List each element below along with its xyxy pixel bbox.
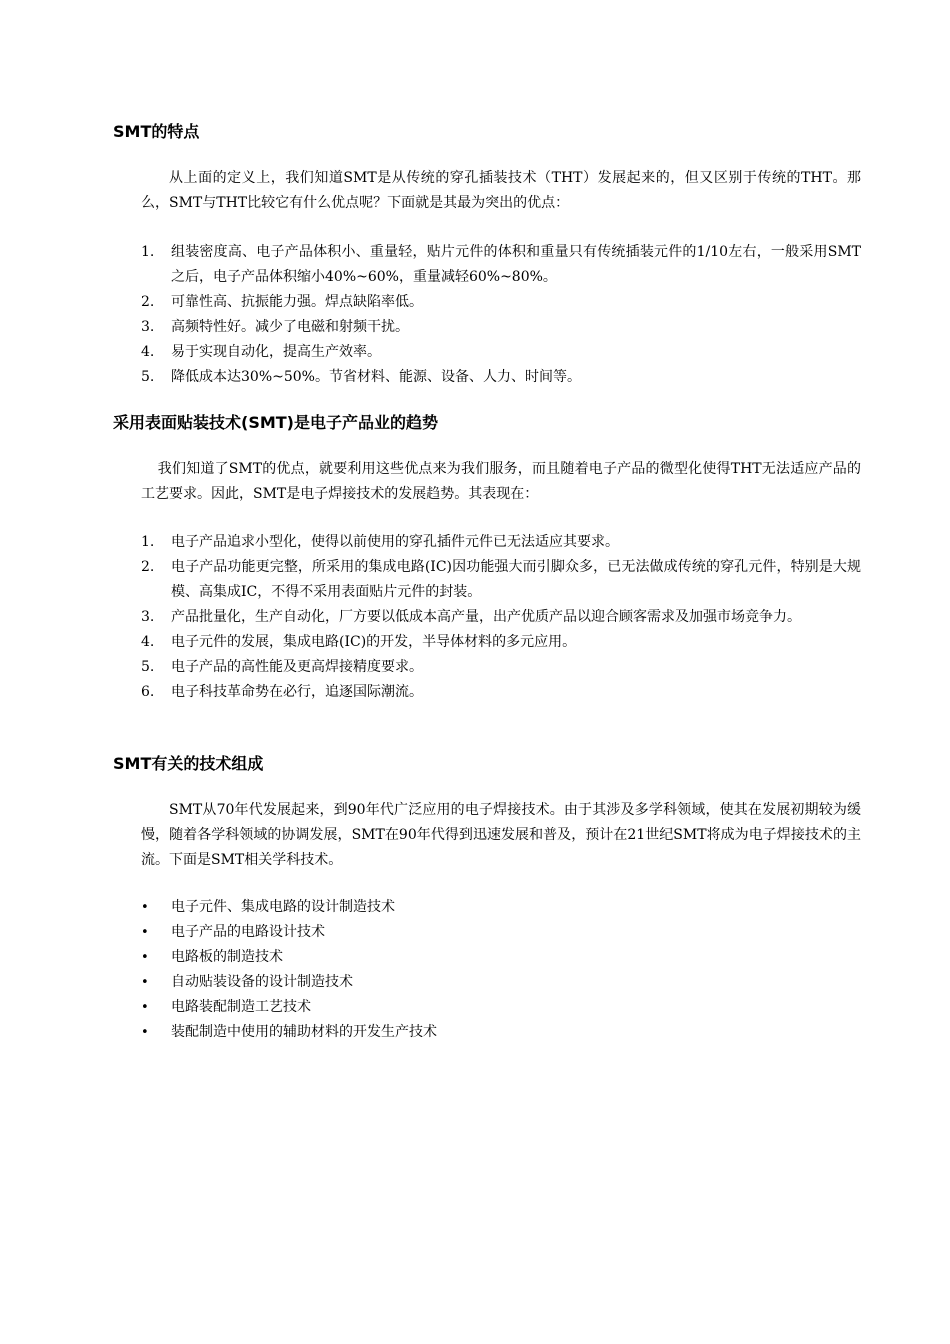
list-marker: 4.	[141, 634, 155, 650]
list-item-text: 电子产品追求小型化，使得以前使用的穿孔插件元件已无法适应其要求。	[171, 534, 619, 550]
list-item	[141, 315, 861, 340]
list-marker: 1.	[141, 534, 155, 550]
list-item	[141, 995, 861, 1020]
list-marker: 3.	[141, 609, 155, 625]
bullet-icon: •	[141, 1025, 149, 1040]
list-marker: 2.	[141, 559, 155, 575]
list-item	[141, 970, 861, 995]
list-item-text: 电子元件的发展，集成电路(IC)的开发，半导体材料的多元应用。	[171, 634, 577, 650]
list-item	[141, 920, 861, 945]
list-item	[141, 555, 861, 605]
list-item	[141, 365, 861, 390]
list-marker: 6.	[141, 684, 155, 700]
list-item	[141, 655, 861, 680]
bullet-icon: •	[141, 975, 149, 990]
list-item-text: 电子产品的电路设计技术	[171, 924, 325, 940]
list-marker: 4.	[141, 344, 155, 360]
list-item-text: 可靠性高、抗振能力强。焊点缺陷率低。	[171, 294, 423, 310]
list-marker: 1.	[141, 244, 155, 260]
numbered-list	[141, 530, 861, 705]
list-item-text: 电路装配制造工艺技术	[171, 999, 311, 1015]
list-item-text: 组装密度高、电子产品体积小、重量轻，贴片元件的体积和重量只有传统插装元件的1/10左右，一般采用SMT之后，电子产品体积缩小40%~60%，重量减轻60%~80%。	[171, 244, 861, 285]
list-item	[141, 290, 861, 315]
list-marker: 2.	[141, 294, 155, 310]
list-item	[141, 530, 861, 555]
list-item	[141, 680, 861, 705]
numbered-list	[141, 240, 861, 390]
list-item-text: 易于实现自动化，提高生产效率。	[171, 344, 381, 360]
list-item	[141, 895, 861, 920]
bullet-icon: •	[141, 900, 149, 915]
list-item	[141, 630, 861, 655]
list-item-text: 电子产品功能更完整，所采用的集成电路(IC)因功能强大而引脚众多，已无法做成传统的穿孔元件，特别是大规模、高集成IC，不得不采用表面贴片元件的封装。	[171, 559, 861, 600]
list-item	[141, 240, 861, 290]
section-paragraph: 从上面的定义上，我们知道SMT是从传统的穿孔插装技术（THT）发展起来的，但又区别于传统的THT。那么，SMT与THT比较它有什么优点呢？下面就是其最为突出的优点：	[141, 170, 861, 211]
list-item-text: 自动贴装设备的设计制造技术	[171, 974, 353, 990]
section-heading-smt-trend: 采用表面贴装技术(SMT)是电子产品业的趋势	[113, 413, 438, 432]
list-item-text: 电子科技革命势在必行，追逐国际潮流。	[171, 684, 423, 700]
list-item-text: 电子元件、集成电路的设计制造技术	[171, 899, 395, 915]
list-item-text: 电路板的制造技术	[171, 949, 283, 965]
list-item-text: 产品批量化，生产自动化，厂方要以低成本高产量，出产优质产品以迎合顾客需求及加强市场竞争力。	[171, 609, 801, 625]
list-item	[141, 340, 861, 365]
list-item-text: 装配制造中使用的辅助材料的开发生产技术	[171, 1024, 437, 1040]
list-marker: 3.	[141, 319, 155, 335]
list-item-text: 高频特性好。减少了电磁和射频干扰。	[171, 319, 409, 335]
bullet-icon: •	[141, 925, 149, 940]
list-item-text: 电子产品的高性能及更高焊接精度要求。	[171, 659, 423, 675]
bullet-list	[141, 895, 861, 1045]
list-item-text: 降低成本达30%~50%。节省材料、能源、设备、人力、时间等。	[171, 369, 581, 385]
section-paragraph: SMT从70年代发展起来，到90年代广泛应用的电子焊接技术。由于其涉及多学科领域，使其在发展初期较为缓慢，随着各学科领域的协调发展，SMT在90年代得到迅速发展和普及，预计在21世纪SMT将成为电子焊接技术的主流。下面是SMT相关学科技术。	[141, 802, 861, 868]
list-marker: 5.	[141, 659, 155, 675]
list-item	[141, 605, 861, 630]
list-marker: 5.	[141, 369, 155, 385]
section-heading-smt-features: SMT的特点	[113, 122, 200, 141]
bullet-icon: •	[141, 1000, 149, 1015]
section-paragraph: 我们知道了SMT的优点，就要利用这些优点来为我们服务，而且随着电子产品的微型化使得THT无法适应产品的工艺要求。因此，SMT是电子焊接技术的发展趋势。其表现在：	[141, 461, 861, 502]
list-item	[141, 945, 861, 970]
section-heading-smt-technologies: SMT有关的技术组成	[113, 754, 264, 773]
bullet-icon: •	[141, 950, 149, 965]
list-item	[141, 1020, 861, 1045]
